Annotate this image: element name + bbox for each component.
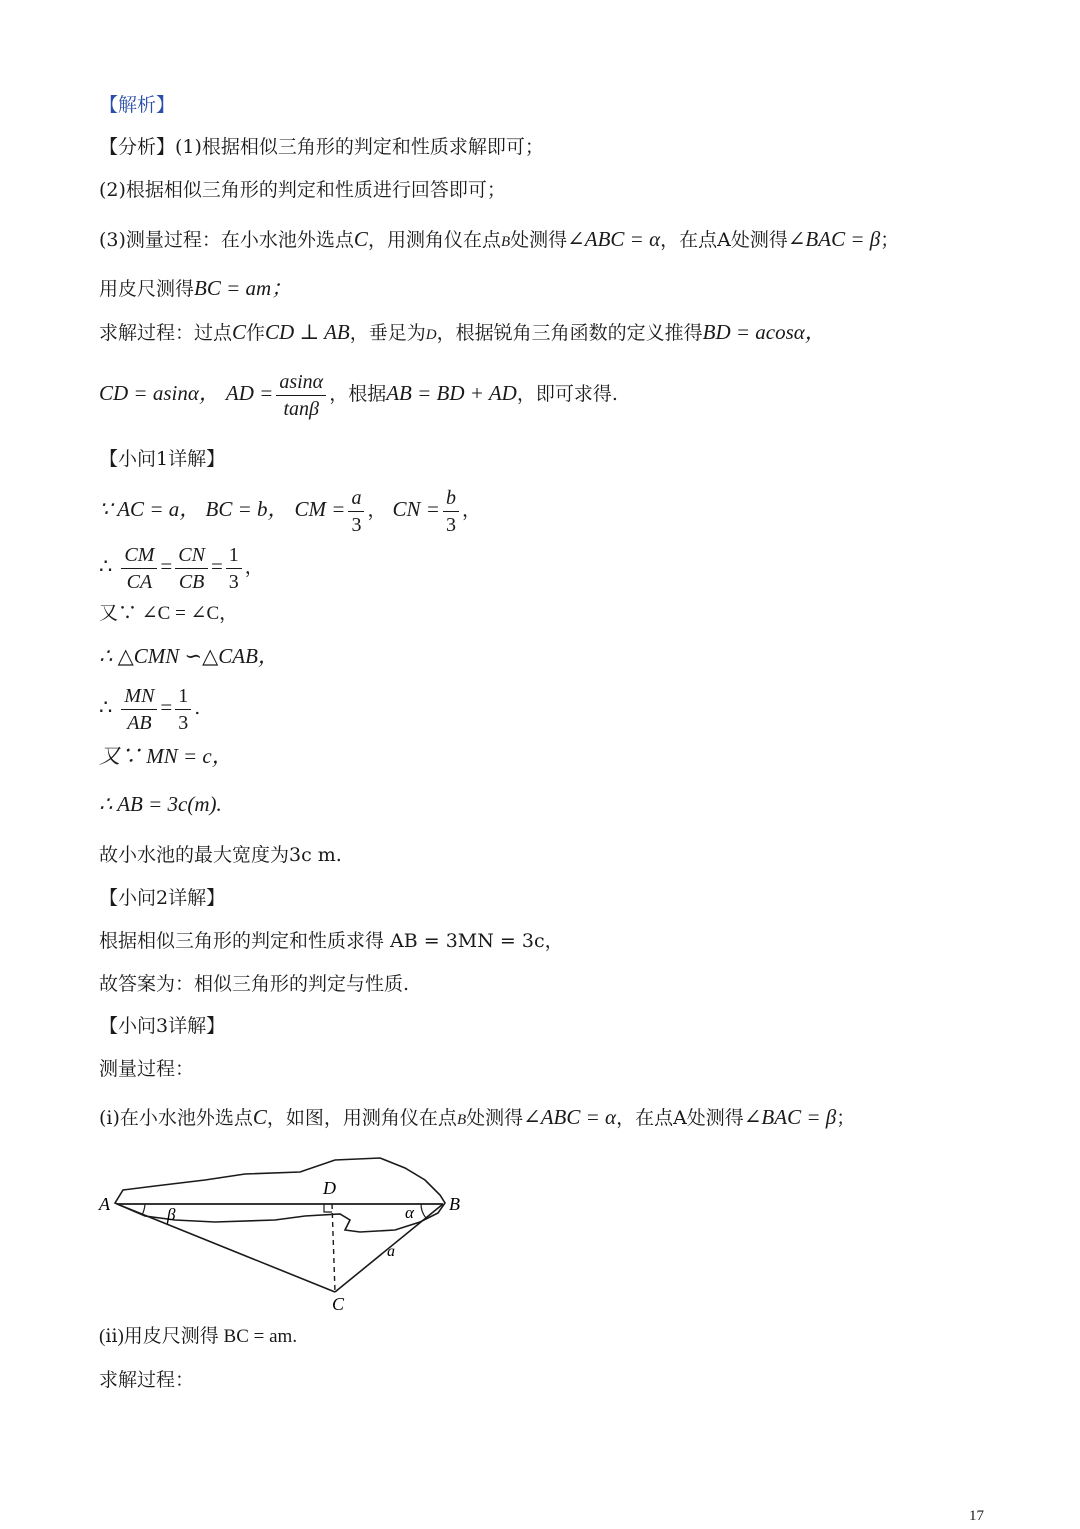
cd-eq: CD = asinα， bbox=[99, 381, 220, 405]
point-c: C bbox=[252, 1105, 267, 1129]
label-alpha: α bbox=[405, 1203, 414, 1222]
label-beta: β bbox=[167, 1205, 176, 1224]
numerator: asinα bbox=[276, 369, 326, 396]
numerator: a bbox=[348, 485, 364, 512]
text: (3)测量过程：在小水池外选点 bbox=[99, 229, 354, 251]
ad-fraction bbox=[276, 369, 326, 422]
q1-title: 【小问1详解】 bbox=[99, 448, 226, 470]
denominator: CA bbox=[126, 570, 153, 593]
numerator: CN bbox=[175, 542, 208, 569]
label-b: B bbox=[449, 1194, 460, 1214]
text: 作 bbox=[246, 322, 266, 344]
therefore-symbol: ∴ bbox=[99, 695, 113, 719]
comma: ， bbox=[244, 556, 264, 578]
given: ∵ AC = a， BC = b， bbox=[99, 497, 289, 521]
point-b: B bbox=[500, 234, 511, 250]
denominator: 3 bbox=[228, 570, 239, 593]
text: ，用测角仪在点 bbox=[367, 229, 501, 251]
pond-outline bbox=[115, 1158, 445, 1232]
text: ，在点A处测得 bbox=[616, 1107, 744, 1129]
cm-over-ca bbox=[121, 542, 157, 595]
bc-eq: BC = am； bbox=[194, 276, 293, 300]
q2-line-2: 故答案为：相似三角形的判定与性质. bbox=[99, 973, 410, 995]
label-d: D bbox=[323, 1178, 336, 1198]
angle-abc: ∠ABC = α bbox=[523, 1105, 617, 1129]
q3-line-3: (ⅱ)用皮尺测得 BC = am. bbox=[99, 1326, 298, 1347]
q2-title: 【小问2详解】 bbox=[99, 887, 226, 909]
text: ； bbox=[880, 229, 900, 251]
denominator: CB bbox=[178, 570, 205, 593]
q1-line-2: ∴ $\frac{CM}{CA}$ = $\frac{CN}{CB}$ = $\frac{1}{3}$ ， bbox=[99, 543, 264, 593]
analysis-line-5 bbox=[99, 319, 826, 348]
cn-over-cb bbox=[175, 542, 208, 595]
angle-b-arc bbox=[421, 1204, 426, 1218]
denominator: 3 bbox=[351, 513, 362, 536]
point-c: C bbox=[353, 227, 368, 251]
q1-line-8: 故小水池的最大宽度为3c m. bbox=[99, 844, 342, 866]
angle-abc: ∠ABC = α bbox=[567, 227, 661, 251]
analysis-header: 【解析】 bbox=[99, 94, 176, 116]
analysis-line-4 bbox=[99, 275, 292, 302]
b-over-3 bbox=[443, 485, 459, 538]
denominator: 3 bbox=[178, 711, 189, 734]
ad-eq: AD = bbox=[225, 381, 274, 405]
cd-perp: CD ⊥ AB bbox=[265, 320, 350, 344]
q3-title: 【小问3详解】 bbox=[99, 1015, 226, 1037]
q3-line-1: 测量过程： bbox=[99, 1058, 195, 1080]
text: (ⅰ)在小水池外选点 bbox=[99, 1107, 253, 1129]
point-b: B bbox=[456, 1112, 467, 1128]
text: 求解过程：过点 bbox=[99, 322, 233, 344]
label-side-a: a bbox=[387, 1243, 395, 1260]
text: ，如图，用测角仪在点 bbox=[266, 1107, 457, 1129]
denominator: tanβ bbox=[283, 397, 320, 420]
cn-eq: CN = bbox=[392, 497, 440, 521]
ab-sum: AB = BD + AD bbox=[386, 381, 517, 405]
segment-ac bbox=[117, 1204, 335, 1292]
numerator: 1 bbox=[226, 542, 242, 569]
q1-line-3: 又∵ ∠C = ∠C， bbox=[99, 603, 239, 624]
one-third bbox=[175, 683, 191, 736]
cm-eq: CM = bbox=[294, 497, 346, 521]
one-third bbox=[226, 542, 242, 595]
angle-bac: ∠BAC = β bbox=[787, 227, 881, 251]
analysis-line-1: 【分析】(1)根据相似三角形的判定和性质求解即可； bbox=[99, 136, 544, 158]
analysis-line-3 bbox=[99, 226, 899, 255]
text: 用皮尺测得 bbox=[99, 278, 195, 300]
point-d: D bbox=[425, 327, 437, 343]
text: ； bbox=[836, 1107, 856, 1129]
text: ，即可求得. bbox=[516, 383, 618, 405]
q2-line-1: 根据相似三角形的判定和性质求得 AB = 3MN = 3c， bbox=[99, 930, 564, 952]
denominator: AB bbox=[127, 711, 152, 734]
therefore-symbol: ∴ bbox=[99, 554, 113, 578]
comma: ， bbox=[461, 499, 481, 521]
q1-line-7: ∴ AB = 3c(m). bbox=[99, 792, 222, 816]
point-c: C bbox=[232, 320, 247, 344]
mn-over-ab bbox=[121, 683, 157, 736]
text: ，垂足为 bbox=[349, 322, 426, 344]
label-c: C bbox=[332, 1294, 345, 1314]
analysis-line-6 bbox=[99, 366, 618, 422]
angle-a-arc bbox=[142, 1204, 145, 1215]
bd-eq: BD = acosα， bbox=[702, 320, 826, 344]
q1-line-1 bbox=[99, 482, 481, 538]
text: 处测得 bbox=[466, 1107, 524, 1129]
q3-line-4: 求解过程： bbox=[99, 1369, 195, 1391]
right-angle-mark bbox=[324, 1204, 332, 1212]
numerator: CM bbox=[121, 542, 157, 569]
pond-figure bbox=[95, 1150, 475, 1315]
angle-bac: ∠BAC = β bbox=[743, 1105, 837, 1129]
analysis-line-2: (2)根据相似三角形的判定和性质进行回答即可； bbox=[99, 179, 506, 201]
numerator: 1 bbox=[175, 683, 191, 710]
a-over-3 bbox=[348, 485, 364, 538]
denominator: 3 bbox=[445, 513, 456, 536]
text: ，根据锐角三角函数的定义推得 bbox=[436, 322, 703, 344]
q1-line-5: ∴ $\frac{MN}{AB}$ = $\frac{1}{3}$ . bbox=[99, 684, 201, 734]
label-a: A bbox=[99, 1194, 110, 1214]
segment-cd bbox=[332, 1204, 335, 1292]
numerator: b bbox=[443, 485, 459, 512]
page-number: 17 bbox=[969, 1508, 984, 1524]
numerator: MN bbox=[121, 683, 157, 710]
comma: ， bbox=[367, 499, 387, 521]
q3-line-2 bbox=[99, 1104, 855, 1133]
q1-line-4: ∴ △CMN ∽△CAB， bbox=[99, 644, 279, 668]
q1-line-6: 又∵ MN = c， bbox=[99, 744, 233, 768]
text: ，根据 bbox=[329, 383, 387, 405]
text: 处测得 bbox=[510, 229, 568, 251]
text: ，在点A处测得 bbox=[660, 229, 788, 251]
